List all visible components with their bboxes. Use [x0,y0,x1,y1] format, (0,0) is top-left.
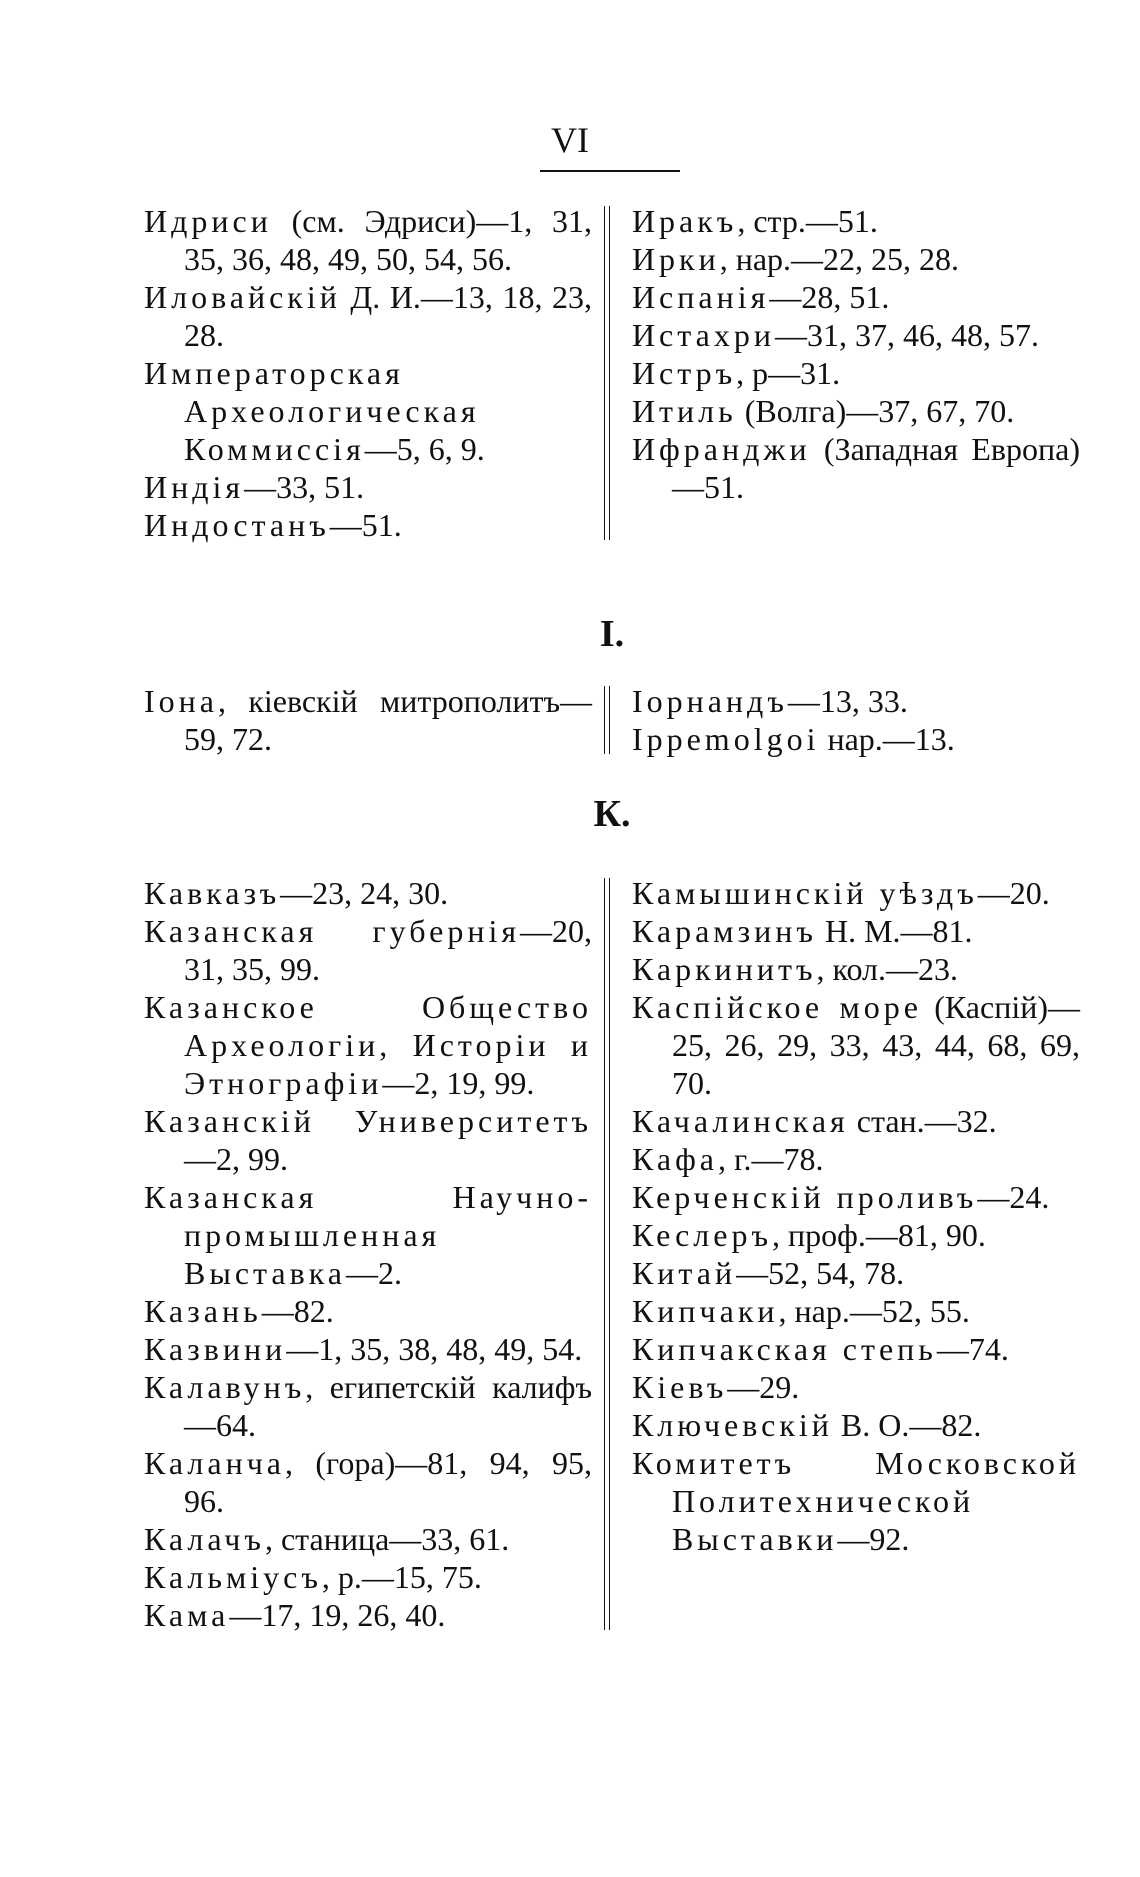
index-entry [144,682,592,758]
entry-headword: Кипчаки [631,1293,779,1329]
entry-references: —92. [837,1521,910,1557]
entry-headword: Каланча [144,1445,285,1481]
entry-headword: Казанскій Университетъ [144,1103,593,1139]
section-letter: К. [593,793,631,835]
index-entry [632,1140,1080,1178]
entry-headword: Кипчакская степь [631,1331,937,1367]
entry-headword: Кавказъ [144,875,281,911]
entry-references: , египетскій калифъ—64. [184,1369,593,1443]
entry-headword: Кіевъ [631,1369,728,1405]
entry-references: —23, 24, 30. [280,875,449,911]
entry-references: , нар.—52, 55. [778,1293,970,1329]
index-entry [144,912,592,988]
entry-headword: Идриси [144,203,272,239]
entry-references: (Каспій)—25, 26, 29, 33, 43, 44, 68, 69, 70. [671,989,1080,1101]
index-entry [632,1444,1080,1558]
section-columns [144,682,1080,758]
entry-references: —29. [727,1369,800,1405]
entry-references: —82. [261,1293,334,1329]
entry-references: —17, 19, 26, 40. [229,1597,446,1633]
entry-references: —2. [346,1255,402,1291]
entry-references: (см. Эдриси)—1, 31, 35, 36, 48, 49, 50, 54, 56. [184,203,593,277]
entry-references: —20. [977,875,1050,911]
section-columns [144,874,1080,1634]
index-entry [632,1292,1080,1330]
entry-headword: Каркинитъ [631,951,817,987]
section-letter: I. [599,613,625,655]
section-i-latin [144,612,1080,758]
entry-headword: Ippemolgoi [631,721,820,757]
entry-headword: Іорнандъ [631,683,788,719]
index-entry [632,720,1080,758]
entry-headword: Каспійское море [631,989,922,1025]
index-entry [632,278,1080,316]
entry-headword: Испанія [631,279,770,315]
entry-references: , кол.—23. [816,951,958,987]
entry-references: —13, 33. [787,683,908,719]
entry-references: —20, 31, 35, 99. [184,913,593,987]
entry-headword: Казанская Научно-промышленная Выставка [144,1179,593,1291]
index-entry [632,430,1080,506]
entry-references: В. О.—82. [832,1407,982,1443]
index-entry [144,468,592,506]
entry-headword: Индостанъ [144,507,330,543]
index-entry [144,354,592,468]
entry-references: —28, 51. [769,279,890,315]
entry-references: (Волга)—37, 67, 70. [736,393,1015,429]
left-column [144,202,604,544]
index-entry [144,278,592,354]
index-entry [144,1178,592,1292]
entry-references: —2, 19, 99. [382,1065,535,1101]
entry-headword: Комитетъ Московской Политехнической Выставки [631,1445,1080,1557]
entry-references: —51. [329,507,402,543]
index-entry [632,316,1080,354]
index-entry [144,1368,592,1444]
entry-references: —31, 37, 46, 48, 57. [774,317,1039,353]
index-entry [632,988,1080,1102]
entry-headword: Ключевскій [631,1407,833,1443]
index-entry [632,874,1080,912]
index-entry [632,202,1080,240]
entry-references: —24. [977,1179,1050,1215]
entry-headword: Карамзинъ [631,913,817,949]
entry-references: —2, 99. [184,1141,288,1177]
entry-headword: Ифранджи [631,431,811,467]
entry-references: (Западная Европа)—51. [671,431,1080,505]
entry-headword: Керченскій проливъ [631,1179,978,1215]
entry-references: —52, 54, 78. [736,1255,905,1291]
entry-references: —1, 35, 38, 48, 49, 54. [286,1331,583,1367]
entry-references: , стр.—51. [737,203,878,239]
entry-references: —74. [936,1331,1009,1367]
entry-headword: Императорская Археологическая Коммиссія [144,355,480,467]
index-entry [144,202,592,278]
section-k [144,792,1080,1634]
right-column [610,682,1080,758]
entry-headword: Іона [144,683,218,719]
index-entry [144,1444,592,1520]
entry-headword: Кафа [631,1141,718,1177]
entry-references: , р.—15, 75. [321,1559,482,1595]
left-column [144,874,604,1634]
page-number: VI [551,120,589,160]
index-entry [144,1102,592,1178]
entry-headword: Казань [144,1293,262,1329]
right-column [610,874,1080,1634]
entry-headword: Казанская губернія [144,913,521,949]
left-column [144,682,604,758]
index-entry [144,1292,592,1330]
entry-headword: Кеслеръ [631,1217,772,1253]
index-entry [144,988,592,1102]
entry-headword: Индія [144,469,245,505]
section-i-continued [144,202,1080,544]
entry-headword: Истръ [631,355,737,391]
header-rule [540,170,680,172]
entry-headword: Кальміусъ [144,1559,322,1595]
entry-references: нар.—13. [819,721,955,757]
entry-headword: Калавунъ [144,1369,306,1405]
index-entry [144,506,592,544]
index-entry [632,1406,1080,1444]
entry-references: стан.—32. [848,1103,997,1139]
entry-headword: Кама [144,1597,230,1633]
index-entry [632,392,1080,430]
entry-headword: Качалинская [631,1103,849,1139]
entry-references: Д. И.—13, 18, 23, 28. [184,279,593,353]
entry-references: , р—31. [736,355,841,391]
entry-headword: Истахри [631,317,775,353]
index-entry [144,874,592,912]
index-entry [144,1330,592,1368]
index-entry [632,1216,1080,1254]
index-entry [144,1558,592,1596]
entry-headword: Камышинскій уѣздъ [631,875,978,911]
entry-references: Н. М.—81. [816,913,973,949]
entry-references: , нар.—22, 25, 28. [719,241,960,277]
index-entry [632,1330,1080,1368]
section-columns [144,202,1080,544]
index-entry [632,950,1080,988]
entry-headword: Ирки [631,241,720,277]
index-entry [632,1368,1080,1406]
entry-headword: Казанское Общество Археологіи, Исторіи и Этнографіи [144,989,593,1101]
right-column [610,202,1080,544]
entry-headword: Иловайскій [144,279,341,315]
index-entry [144,1520,592,1558]
entry-headword: Казвини [144,1331,287,1367]
entry-headword: Китай [631,1255,737,1291]
entry-references: , проф.—81, 90. [771,1217,986,1253]
entry-references: , станица—33, 61. [264,1521,510,1557]
entry-references: —5, 6, 9. [364,431,485,467]
index-entry [144,1596,592,1634]
entry-references: , (гора)—81, 94, 95, 96. [184,1445,593,1519]
index-entry [632,354,1080,392]
index-entry [632,1102,1080,1140]
index-entry [632,682,1080,720]
entry-references: , кіевскій митрополитъ—59, 72. [184,683,593,757]
entry-headword: Итиль [631,393,737,429]
index-entry [632,1254,1080,1292]
entry-references: , г.—78. [718,1141,824,1177]
entry-headword: Иракъ [631,203,738,239]
entry-references: —33, 51. [244,469,365,505]
index-entry [632,240,1080,278]
entry-headword: Калачъ [144,1521,265,1557]
index-entry [632,1178,1080,1216]
index-entry [632,912,1080,950]
